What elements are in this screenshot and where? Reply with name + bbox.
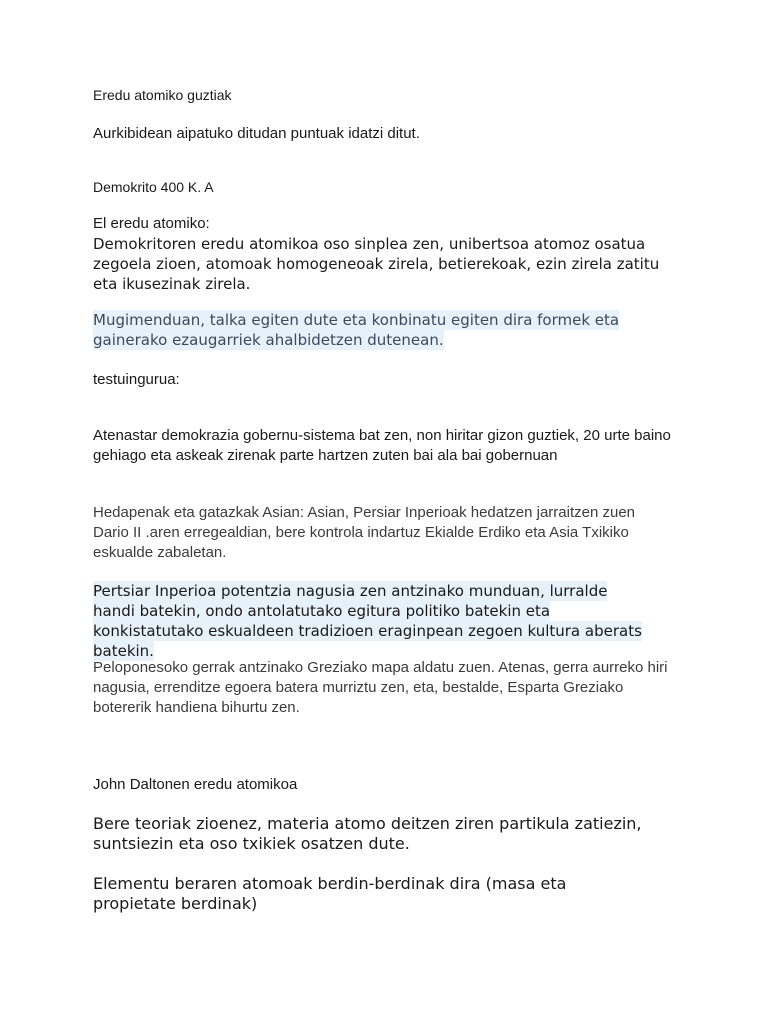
document-title: Eredu atomiko guztiak xyxy=(93,87,232,103)
dalton-paragraph-2: Elementu beraren atomoak berdin-berdinak dira (masa eta propietate berdinak) xyxy=(93,874,567,913)
asia-paragraph: Hedapenak eta gatazkak Asian: Asian, Persiar Inperioak hedatzen jarraitzen zuen Dario II .aren erregealdian, bere kontrola indartuz Ekialde Erdiko eta Asia Txikiko eskualde zabaletan. xyxy=(93,504,636,561)
demokrito-heading: Demokrito 400 K. A xyxy=(93,179,214,195)
intro-paragraph: Aurkibidean aipatuko ditudan puntuak idatzi ditut. xyxy=(93,125,420,142)
demokrito-body: Demokritoren eredu atomikoa oso sinplea zen, unibertsoa atomoz osatua zegoela zioen, atomoak homogeneoak zirela, betierekoak, ezin zirela zatitu eta ikusezinak zirela. xyxy=(93,235,660,293)
demokrito-highlight-paragraph xyxy=(93,310,653,350)
dalton-paragraph-1: Bere teoriak zioenez, materia atomo deitzen ziren partikula zatiezin, suntsiezin eta oso txikiek osatzen dute. xyxy=(93,814,642,853)
persia-highlight: Pertsiar Inperioa potentzia nagusia zen antzinako munduan, lurralde handi batekin, ondo antolatutako egitura politiko batekin eta konkistatutako eskualdeen tradizioen eraginpean zegoen kultura aberats batekin. xyxy=(93,582,642,660)
context-label: testuingurua: xyxy=(93,371,180,388)
democracy-paragraph: Atenastar demokrazia gobernu-sistema bat zen, non hiritar gizon guztiek, 20 urte baino gehiago eta askeak zirenak parte hartzen zuten bai ala bai gobernuan xyxy=(93,427,671,464)
demokrito-highlight: Mugimenduan, talka egiten dute eta konbinatu egiten dira formek eta gainerako ezaugarriek ahalbidetzen dutenean. xyxy=(93,311,620,349)
persia-highlight-paragraph xyxy=(93,581,653,661)
dalton-heading: John Daltonen eredu atomikoa xyxy=(93,776,298,793)
peloponnese-paragraph: Peloponesoko gerrak antzinako Greziako mapa aldatu zuen. Atenas, gerra aurreko hiri nagusia, errenditze egoera batera murriztu zen, eta, bestalde, Esparta Greziako botererik handiena bihurtu zen. xyxy=(93,659,668,716)
demokrito-subheading: El eredu atomiko: xyxy=(93,215,210,232)
